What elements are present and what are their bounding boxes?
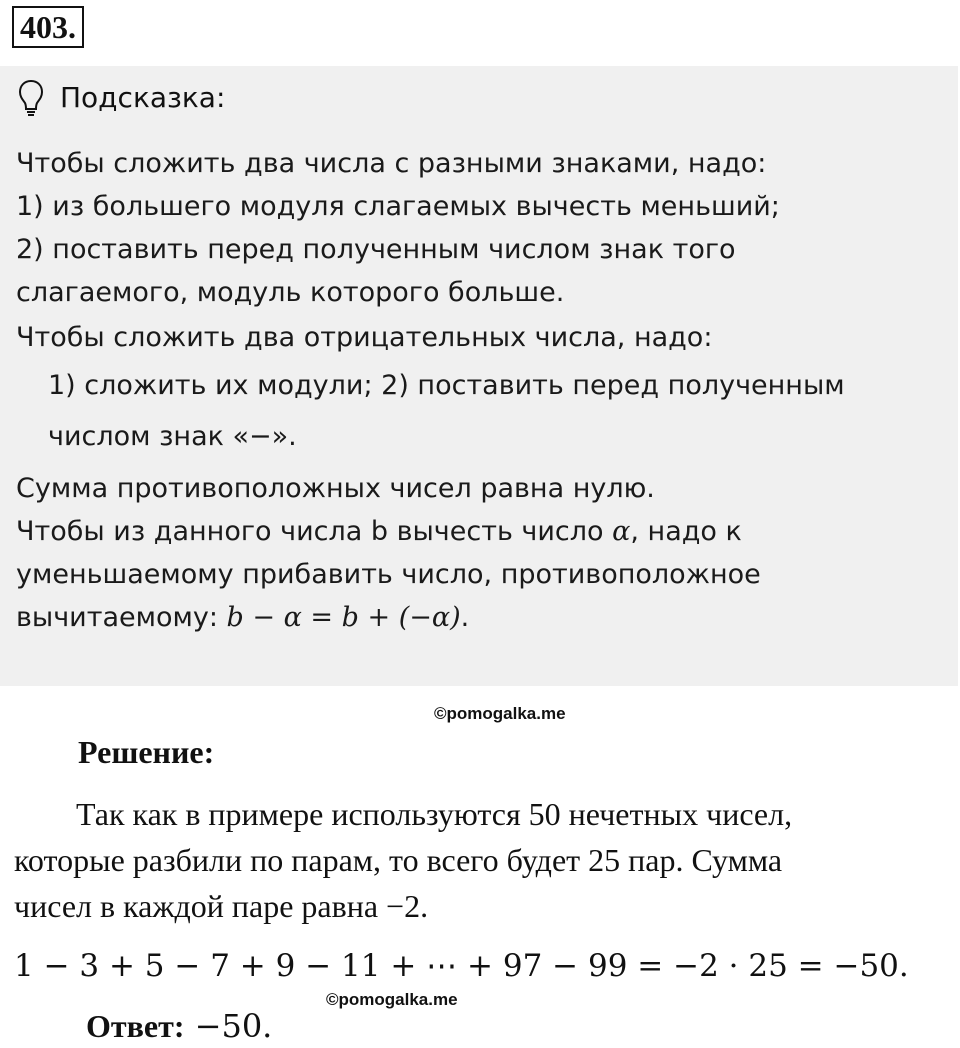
alpha-variable: α <box>612 516 631 547</box>
hint-line: 2) поставить перед полученным числом знак того <box>16 234 736 265</box>
sum-equation: 1 − 3 + 5 − 7 + 9 − 11 + ⋯ + 97 − 99 = −2 · 25 = −50. <box>14 948 909 984</box>
watermark: ©pomogalka.me <box>326 990 458 1009</box>
answer <box>86 1004 272 1048</box>
rule-text: вычитаемому: <box>16 602 227 633</box>
hint-line: 1) из большего модуля слагаемых вычесть меньший; <box>16 191 780 222</box>
subtraction-formula-line <box>16 598 469 638</box>
solution-line: чисел в каждой паре равна −2. <box>14 888 429 924</box>
hint-line: Сумма противоположных чисел равна нулю. <box>16 473 655 504</box>
lightbulb-icon <box>18 79 44 117</box>
hint-title: Подсказка: <box>60 81 226 114</box>
hint-box <box>0 66 958 686</box>
hint-line: уменьшаемому прибавить число, противоположное <box>16 559 761 590</box>
rule-text: Чтобы из данного числа b вычесть число <box>16 516 613 547</box>
answer-value: −50. <box>184 1007 273 1045</box>
hint-line: 1) сложить их модули; 2) поставить перед полученным <box>48 370 845 401</box>
hint-header <box>18 78 225 118</box>
rule-text: , надо к <box>630 516 742 547</box>
rule-text: . <box>460 602 470 633</box>
answer-label: Ответ: <box>86 1008 185 1044</box>
hint-line: слагаемого, модуль которого больше. <box>16 277 565 308</box>
solution-line: Так как в примере используются 50 нечетных чисел, <box>76 796 793 832</box>
hint-line: Чтобы сложить два отрицательных числа, надо: <box>16 322 713 353</box>
watermark: ©pomogalka.me <box>434 704 566 723</box>
hint-line: Чтобы сложить два числа с разными знаками, надо: <box>16 148 767 179</box>
solution-line: которые разбили по парам, то всего будет 25 пар. Сумма <box>14 842 783 878</box>
hint-line: числом знак «−». <box>48 421 297 452</box>
subtraction-rule-line <box>16 512 742 552</box>
subtraction-formula: b − α = b + (−α) <box>226 602 461 633</box>
problem-number: 403. <box>12 6 84 48</box>
solution-title: Решение: <box>78 734 215 770</box>
